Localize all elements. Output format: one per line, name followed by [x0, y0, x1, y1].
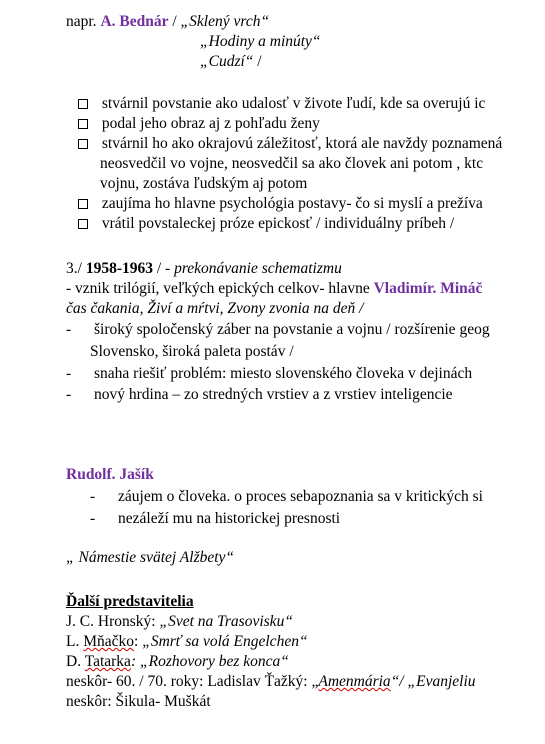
author-hronsky: J. C. Hronský:	[66, 613, 156, 630]
work-evanjelium: “/ „Evanjeliu	[390, 673, 476, 690]
period-heading	[66, 259, 342, 279]
work-cudzi: „Cudzí“	[200, 53, 254, 70]
checkbox-icon	[78, 199, 88, 209]
intro-slash: /	[172, 13, 177, 30]
intro-line	[66, 12, 269, 32]
other-mnacko	[66, 632, 308, 652]
dash-item	[66, 364, 473, 384]
period-sep: /	[156, 260, 162, 277]
work-smrt: „Smrť sa volá Engelchen“	[138, 633, 308, 650]
checklist-continuation: neosvedčil vo vojne, neosvedčil sa ako človek ani potom , ktc	[100, 155, 484, 172]
mnacko-colon: :	[134, 633, 139, 650]
period-years: 1958-1963	[85, 260, 153, 277]
checklist-text: stvárnil ho ako okrajovú záležitosť, ktorá ale navždy poznamená	[101, 135, 503, 152]
checklist-continuation: vojnu, zostáva ľudským aj potom	[100, 175, 308, 192]
dash-text: nový hrdina – zo stredných vrstiev a z vrstiev inteligencie	[94, 386, 453, 403]
intro-prefix: napr.	[66, 13, 97, 30]
checklist-item	[78, 134, 502, 154]
checkbox-icon	[78, 119, 88, 129]
intro-end-slash: /	[257, 53, 262, 70]
others-heading: Ďalší predstavitelia	[66, 593, 194, 610]
author-bednar: A. Bednár	[100, 13, 169, 30]
author-minac: Vladimír. Mináč	[373, 280, 483, 297]
author-tatarka-initial: D.	[66, 653, 82, 670]
dash-item	[90, 487, 483, 507]
dash-marker: -	[90, 488, 96, 505]
work-rozhovory: : „Rozhovory bez konca“	[130, 653, 289, 670]
work-svet: „Svet na Trasovisku“	[155, 613, 293, 630]
checkbox-icon	[78, 219, 88, 229]
trilogy-works: čas čakania, Živí a mŕtvi, Zvony zvonia na deň /	[66, 300, 364, 317]
checklist-item	[78, 114, 320, 134]
checklist-item	[78, 94, 485, 114]
checklist-item	[78, 194, 483, 214]
author-jasik: Rudolf. Jašík	[66, 466, 154, 483]
author-mnacko-initial: L.	[66, 633, 80, 650]
work-hodiny: „Hodiny a minúty“	[200, 33, 321, 50]
trilogy-lead: - vznik trilógií, veľkých epických celkov- hlavne	[66, 280, 370, 297]
checklist-text: stvárnil povstanie ako udalosť v živote ľudí, kde sa overujú ic	[101, 95, 486, 112]
other-sikula: neskôr: Šikula- Muškát	[66, 693, 211, 710]
dash-item	[90, 509, 341, 529]
checkbox-icon	[78, 139, 88, 149]
author-mnacko: Mňačko	[83, 633, 135, 650]
checklist-item	[78, 214, 454, 234]
dash-text: snaha riešiť problém: miesto slovenského človeka v dejinách	[94, 365, 473, 382]
work-namestie: „ Námestie svätej Alžbety“	[66, 549, 235, 566]
dash-marker: -	[66, 321, 72, 338]
intro-line-3	[200, 52, 262, 72]
dash-marker: -	[66, 386, 72, 403]
author-tatarka: Tatarka	[84, 653, 131, 670]
other-tazky	[66, 672, 476, 692]
checklist-text: podal jeho obraz aj z pohľadu ženy	[101, 115, 320, 132]
dash-text: záujem o človeka. o proces sebapoznania sa v kritických si	[118, 488, 483, 505]
period-title: - prekonávanie schematizmu	[165, 260, 342, 277]
dash-text: široký spoločenský záber na povstanie a vojnu / rozšírenie geog	[94, 321, 490, 338]
other-tatarka	[66, 652, 289, 672]
dash-continuation: Slovensko, široká paleta postáv /	[90, 343, 294, 360]
dash-item	[66, 320, 490, 340]
dash-text: nezáleží mu na historickej presnosti	[118, 510, 341, 527]
period-number: 3./	[66, 260, 82, 277]
checklist-text: zaujíma ho hlavne psychológia postavy- čo si myslí a prežíva	[101, 195, 483, 212]
trilogy-line	[66, 279, 482, 299]
dash-marker: -	[90, 510, 96, 527]
other-hronsky	[66, 612, 293, 632]
checkbox-icon	[78, 99, 88, 109]
checklist-text: vrátil povstaleckej próze epickosť / individuálny príbeh /	[101, 215, 455, 232]
work-amenmaria: Amenmária	[318, 673, 391, 690]
dash-item	[66, 385, 453, 405]
dash-marker: -	[66, 365, 72, 382]
work-skleny-vrch: „Sklený vrch“	[180, 13, 270, 30]
tazky-prefix: neskôr- 60. / 70. roky: Ladislav Ťažký: „	[66, 673, 319, 690]
